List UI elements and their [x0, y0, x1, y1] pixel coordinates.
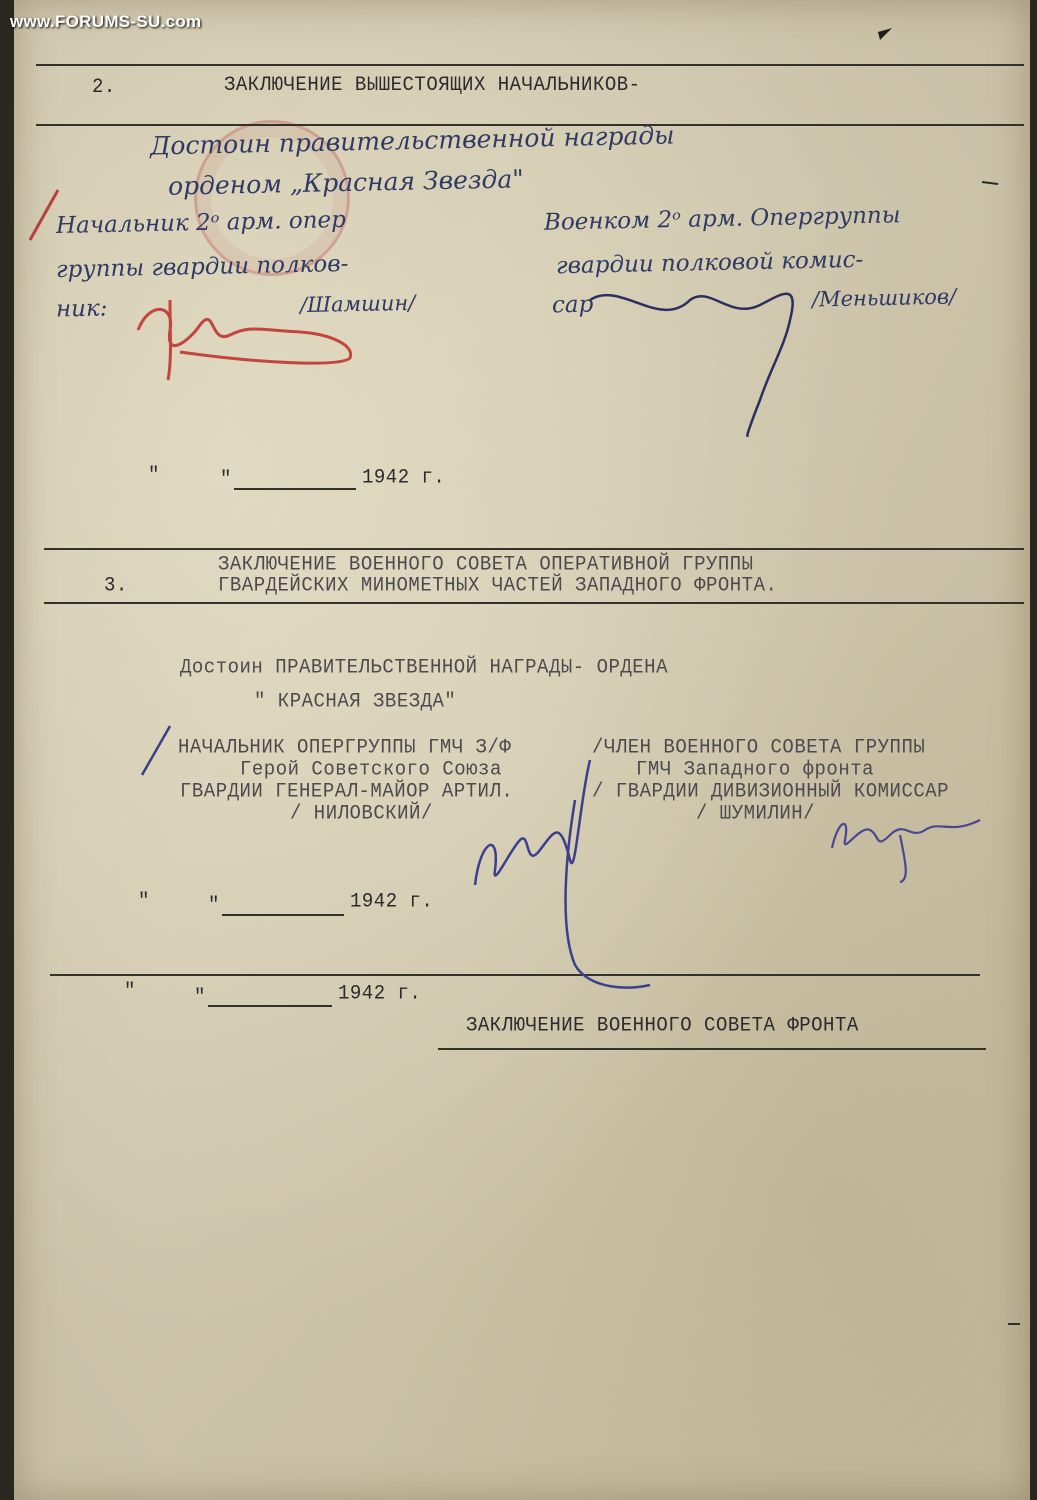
- section3-left-line1: НАЧАЛЬНИК ОПЕРГРУППЫ ГМЧ З/Ф: [178, 735, 512, 759]
- section2-date-day: ": [220, 467, 232, 491]
- section2-heading: ЗАКЛЮЧЕНИЕ ВЫШЕСТОЯЩИХ НАЧАЛЬНИКОВ-: [224, 73, 641, 97]
- section3-left-line3: ГВАРДИИ ГЕНЕРАЛ-МАЙОР АРТИЛ.: [180, 779, 514, 803]
- blue-signature-nilovsky: [475, 760, 650, 988]
- small-ink-mark: [878, 28, 892, 40]
- section3-left-line4: / НИЛОВСКИЙ/: [290, 801, 433, 825]
- section3-award-line1: Достоин ПРАВИТЕЛЬСТВЕННОЙ НАГРАДЫ- ОРДЕНА: [180, 655, 668, 679]
- section3-heading-line1: ЗАКЛЮЧЕНИЕ ВОЕННОГО СОВЕТА ОПЕРАТИВНОЙ ГРУППЫ: [218, 552, 754, 576]
- section2-number: 2.: [92, 75, 116, 99]
- blue-signature-shumilin: [832, 820, 980, 882]
- section3-number: 3.: [104, 573, 128, 597]
- section2-left-name: /Шамшин/: [299, 290, 416, 318]
- section4-date-year: 1942 г.: [338, 981, 422, 1005]
- site-watermark: www.FORUMS-SU.com: [10, 12, 202, 31]
- blue-margin-tick: [142, 726, 170, 775]
- section4-date-day: ": [194, 985, 206, 1009]
- section2-conclusion-line1: Достоин правительственной награды: [149, 120, 675, 161]
- section2-date-year: 1942 г.: [362, 465, 446, 489]
- section4-heading: ЗАКЛЮЧЕНИЕ ВОЕННОГО СОВЕТА ФРОНТА: [466, 1013, 859, 1037]
- section2-right-line1: Военком 2ᵒ арм. Опергруппы: [543, 202, 901, 236]
- section4-date-open: ": [124, 979, 136, 1003]
- section2-left-line3: ник:: [55, 295, 108, 323]
- section3-right-line3: / ГВАРДИИ ДИВИЗИОННЫЙ КОМИССАР: [592, 779, 950, 803]
- section3-date-open: ": [138, 889, 150, 913]
- section3-date-year: 1942 г.: [350, 889, 434, 913]
- section3-left-line2: Герой Советского Союза: [240, 757, 502, 781]
- section2-right-line3: сар: [551, 291, 594, 319]
- blue-signature-menshikov: [590, 294, 793, 436]
- section2-left-line1: Начальник 2ᵒ арм. опер: [55, 206, 347, 240]
- red-margin-tick: [30, 190, 58, 240]
- section3-award-line2: " КРАСНАЯ ЗВЕЗДА": [254, 689, 457, 713]
- section3-right-line2: ГМЧ Западного фронта: [636, 757, 875, 781]
- section2-date-open: ": [148, 463, 160, 487]
- section2-right-line2: гвардии полковой комис-: [555, 246, 864, 280]
- section3-date-day: ": [208, 893, 220, 917]
- section2-right-name: /Меньшиков/: [811, 284, 957, 312]
- section2-conclusion-line2: орденом „Красная Звезда": [167, 164, 525, 201]
- section3-heading-line2: ГВАРДЕЙСКИХ МИНОМЕТНЫХ ЧАСТЕЙ ЗАПАДНОГО ФРОНТА.: [218, 573, 778, 597]
- red-signature: [138, 300, 351, 380]
- margin-dash-1: [982, 182, 998, 184]
- section3-right-line1: /ЧЛЕН ВОЕННОГО СОВЕТА ГРУППЫ: [592, 735, 926, 759]
- section2-left-line2: группы гвардии полков-: [55, 250, 349, 284]
- section3-right-line4: / ШУМИЛИН/: [696, 801, 816, 825]
